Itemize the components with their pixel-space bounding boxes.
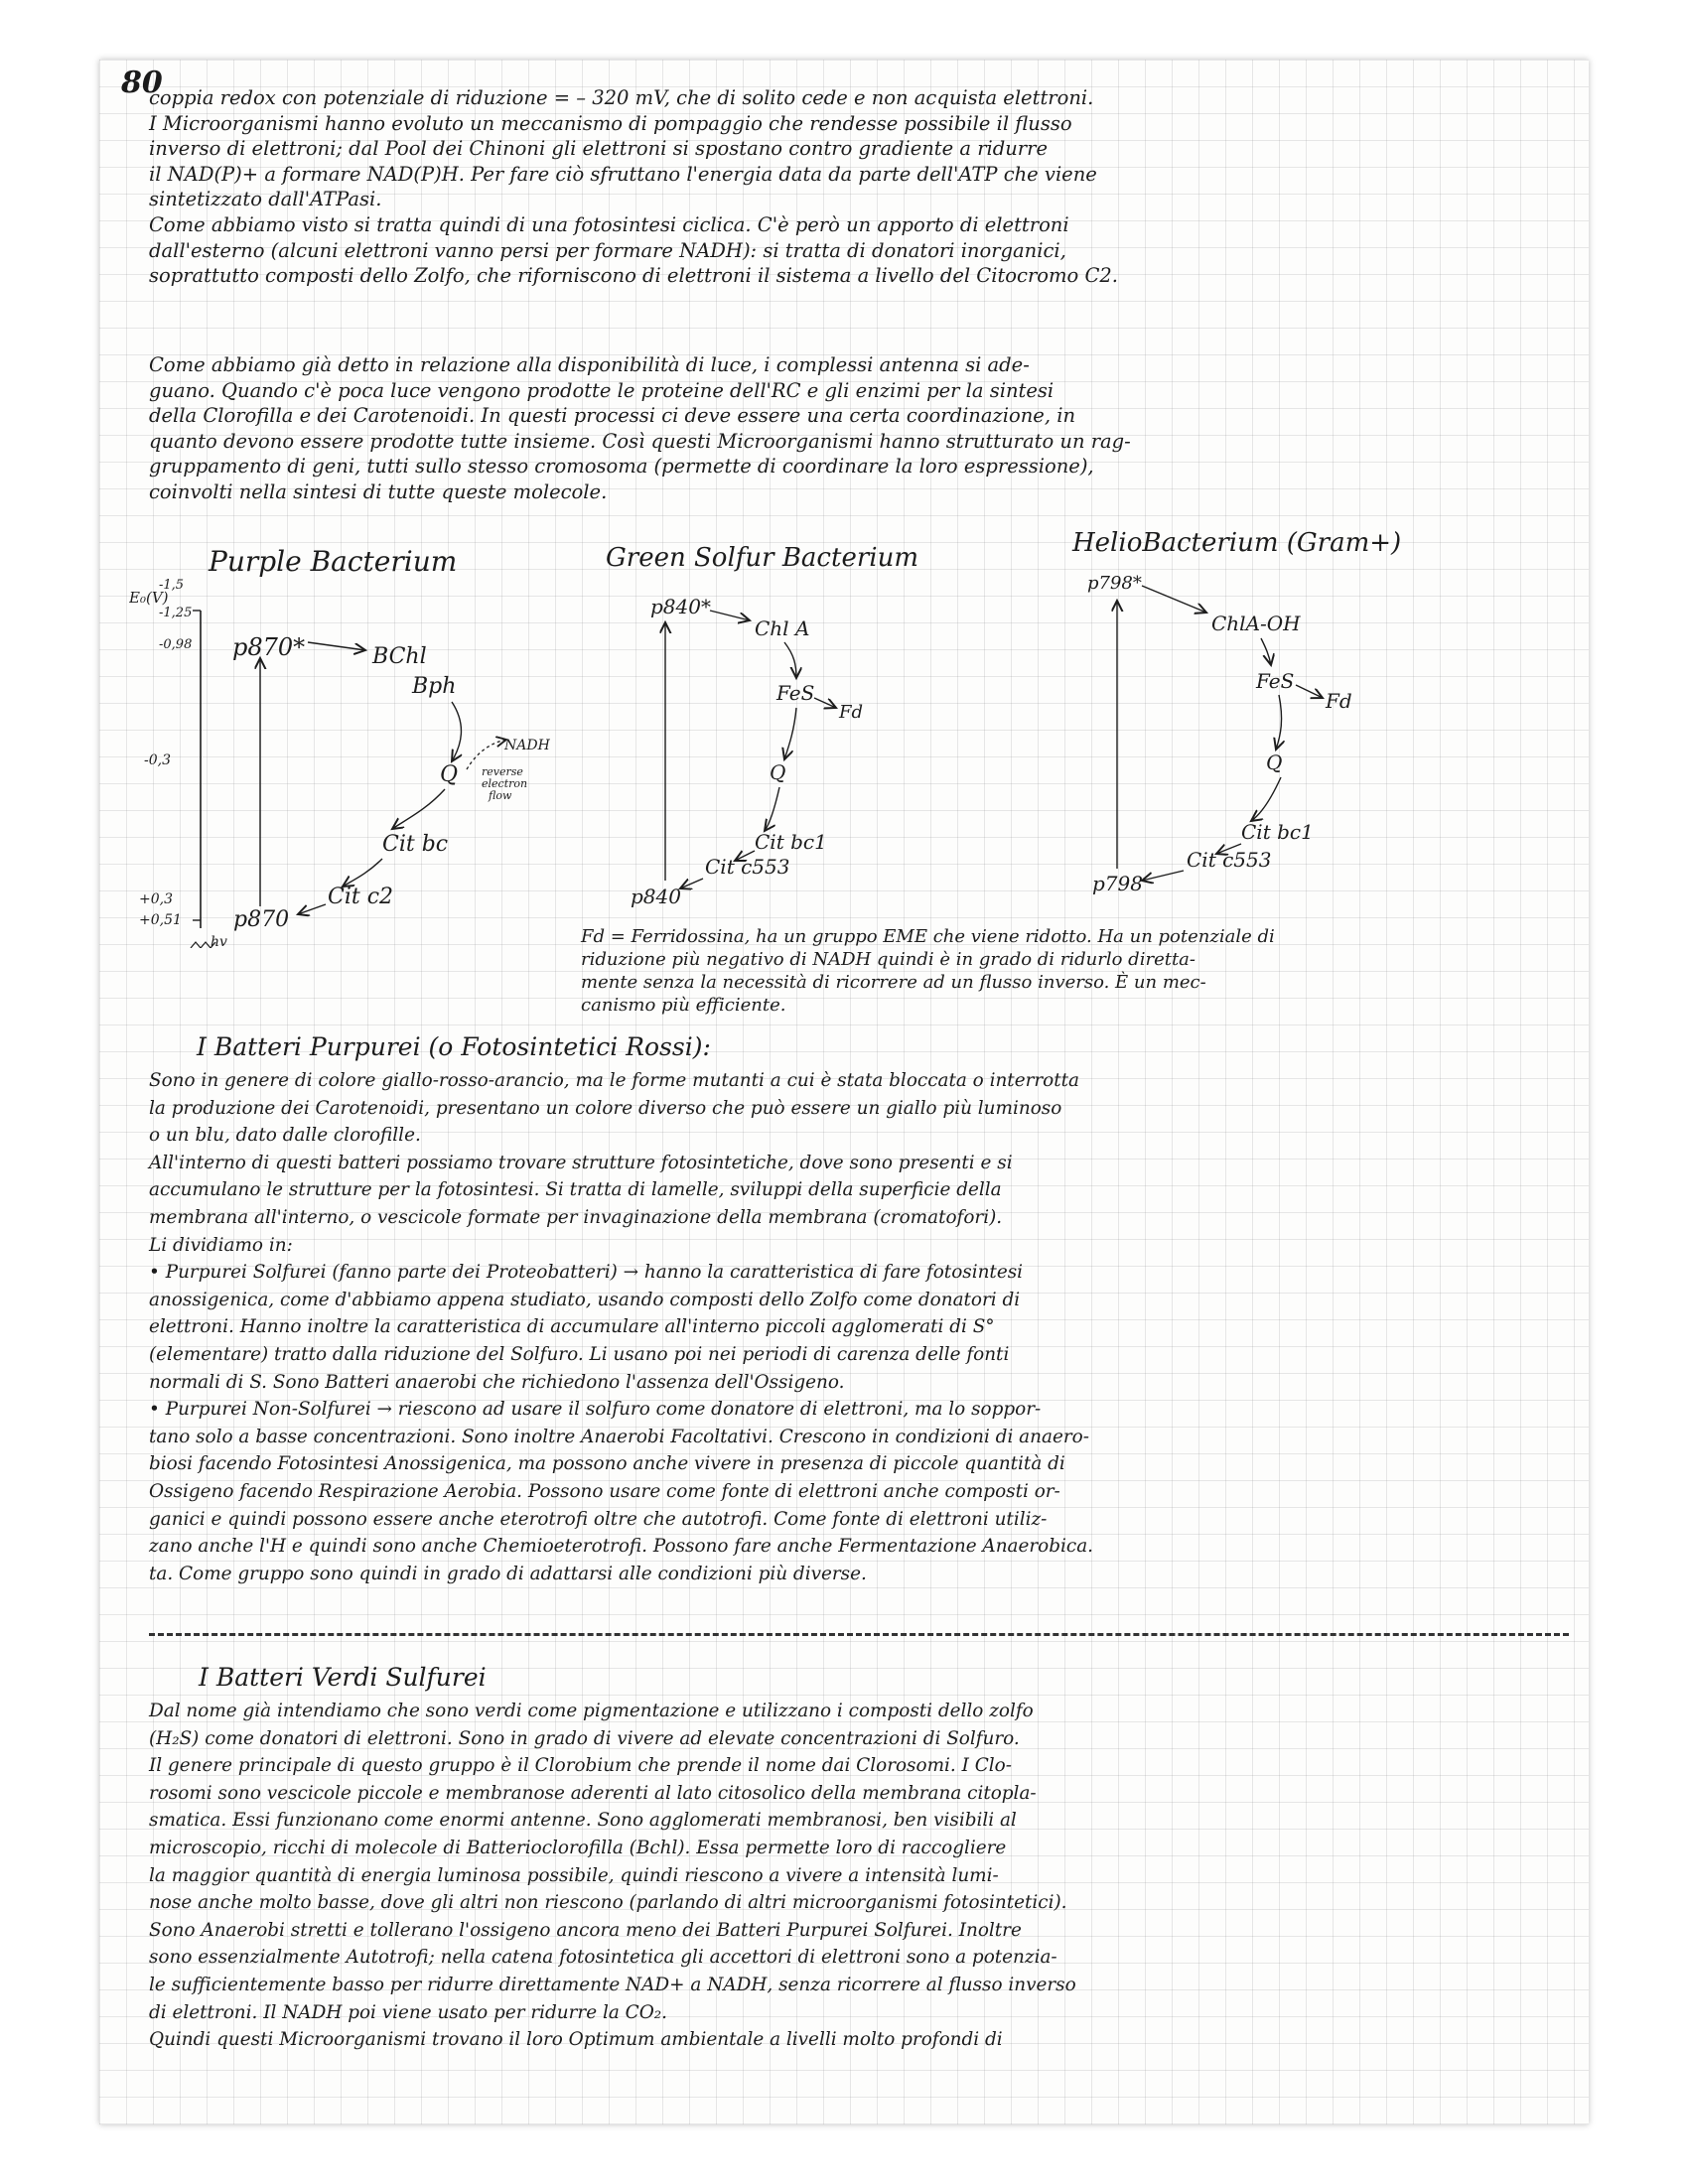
text-line: Li dividiamo in: — [149, 1234, 293, 1256]
bph-label: Bph — [412, 674, 457, 699]
green-sulfur-bacteria-section — [149, 1698, 1579, 2054]
reverse-flow-note: reverse — [482, 765, 523, 778]
text-line: ganici e quindi possono essere anche eterotrofi oltre che autotrofi. Come fonte di elettroni utiliz- — [149, 1508, 1048, 1530]
axis-tick: +0,3 — [139, 891, 173, 907]
cytochrome-bc-label: Cit bc — [382, 832, 449, 857]
text-line: gruppamento di geni, tutti sullo stesso cromosoma (permette di coordinare la loro espressione), — [149, 455, 1094, 478]
fd-label: Fd — [1326, 689, 1352, 713]
chla-oh-label: ChlA-OH — [1211, 612, 1301, 635]
text-line: Il genere principale di questo gruppo è il Clorobium che prende il nome dai Clorosomi. I Clo- — [149, 1755, 1012, 1777]
electron-transport-diagram — [129, 531, 1489, 948]
bchl-label: BChl — [372, 644, 427, 669]
nadh-label: NADH — [504, 738, 550, 753]
text-line: microscopio, ricchi di molecole di Batterioclorofilla (Bchl). Essa permette loro di raccogliere — [149, 1837, 1007, 1858]
text-line: quanto devono essere prodotte tutte insieme. Così questi Microorganismi hanno strutturato un rag- — [149, 429, 1131, 453]
purple-title: Purple Bacterium — [209, 545, 458, 578]
text-line: tano solo a basse concentrazioni. Sono inoltre Anaerobi Facoltativi. Crescono in condizioni di anaero- — [149, 1426, 1089, 1447]
text-line: Sono Anaerobi stretti e tollerano l'ossigeno ancora meno dei Batteri Purpurei Solfurei. Inoltre — [149, 1919, 1022, 1941]
purple-bacteria-heading: I Batteri Purpurei (o Fotosintetici Rossi): — [197, 1032, 711, 1061]
text-line: sintetizzato dall'ATPasi. — [149, 188, 382, 211]
text-line: Quindi questi Microorganismi trovano il loro Optimum ambientale a livelli molto profondi di — [149, 2029, 1003, 2051]
text-line: normali di S. Sono Batteri anaerobi che richiedono l'assenza dell'Ossigeno. — [149, 1371, 845, 1393]
p870-excited-label: p870* — [232, 633, 306, 661]
axis-tick: +0,51 — [139, 912, 182, 928]
green-title: Green Solfur Bacterium — [606, 543, 918, 573]
quinone-label: Q — [1266, 751, 1283, 774]
text-line: accumulano le strutture per la fotosintesi. Si tratta di lamelle, sviluppi della superficie della — [149, 1179, 1002, 1201]
helio-title: HelioBacterium (Gram+) — [1072, 531, 1402, 558]
section-divider — [149, 1633, 1569, 1636]
text-line: • Purpurei Non-Solfurei → riescono ad usare il solfuro come donatore di elettroni, ma lo soppor- — [149, 1399, 1042, 1421]
ferredoxin-note — [581, 925, 1574, 1017]
text-line: coinvolti nella sintesi di tutte queste molecole. — [149, 479, 608, 503]
text-line: ta. Come gruppo sono quindi in grado di adattarsi alle condizioni più diverse. — [149, 1563, 867, 1584]
text-line: il NAD(P)+ a formare NAD(P)H. Per fare ciò sfruttano l'energia data da parte dell'ATP che viene — [149, 162, 1097, 186]
text-line: di elettroni. Il NADH poi viene usato per ridurre la CO₂. — [149, 2001, 668, 2023]
cytochrome-c553-label: Cit c553 — [705, 855, 790, 879]
axis-tick: -0,3 — [144, 752, 171, 768]
text-line: anossigenica, come d'abbiamo appena studiato, usando composti dello Zolfo come donatori di — [149, 1289, 1021, 1310]
text-line: Fd = Ferridossina, ha un gruppo EME che viene ridotto. Ha un potenziale di — [581, 926, 1275, 947]
p840-label: p840 — [631, 885, 681, 908]
cytochrome-c2-label: Cit c2 — [328, 885, 394, 909]
green-sulfur-bacteria-heading: I Batteri Verdi Sulfurei — [199, 1663, 487, 1692]
text-line: della Clorofilla e dei Carotenoidi. In questi processi ci deve essere una certa coordinazione, in — [149, 404, 1076, 428]
p840-excited-label: p840* — [650, 595, 711, 618]
text-line: rosomi sono vescicole piccole e membranose aderenti al lato citosolico della membrana citopla- — [149, 1782, 1037, 1804]
text-line: Ossigeno facendo Respirazione Aerobia. Possono usare come fonte di elettroni anche composti or- — [149, 1480, 1060, 1502]
cytochrome-bc1-label: Cit bc1 — [755, 830, 827, 854]
text-line: Dal nome già intendiamo che sono verdi come pigmentazione e utilizzano i composti dello zolfo — [149, 1701, 1034, 1721]
text-line: I Microorganismi hanno evoluto un meccanismo di pompaggio che rendesse possibile il flusso — [149, 111, 1072, 135]
text-line: soprattutto composti dello Zolfo, che riforniscono di elettroni il sistema a livello del Citocromo C2. — [149, 264, 1118, 288]
paragraph-antenna-complexes — [149, 352, 1579, 505]
text-line: All'interno di questi batteri possiamo trovare strutture fotosintetiche, dove sono presenti e si — [149, 1152, 1013, 1173]
text-line: le sufficientemente basso per ridurre direttamente NAD+ a NADH, senza ricorrere al flusso inverso — [149, 1974, 1076, 1995]
text-line: Come abbiamo già detto in relazione alla disponibilità di luce, i complessi antenna si ade- — [149, 353, 1030, 376]
text-line: guano. Quando c'è poca luce vengono prodotte le proteine dell'RC e gli enzimi per la sintesi — [149, 378, 1055, 402]
text-line: canismo più efficiente. — [581, 995, 786, 1016]
fes-label: FeS — [1256, 669, 1295, 693]
text-line: la produzione dei Carotenoidi, presentano un colore diverso che può essere un giallo più luminoso — [149, 1097, 1062, 1119]
fes-label: FeS — [776, 681, 815, 705]
heliobacterium-scheme — [1071, 531, 1401, 895]
reverse-flow-note: flow — [489, 789, 512, 802]
text-line: membrana all'interno, o vescicole formate per invaginazione della membrana (cromatofori). — [149, 1206, 1003, 1228]
text-line: zano anche l'H e quindi sono anche Chemioeterotrofi. Possono fare anche Fermentazione Anaerobica. — [149, 1536, 1094, 1558]
text-line: Sono in genere di colore giallo-rosso-arancio, ma le forme mutanti a cui è stata bloccata o interrotta — [149, 1070, 1079, 1091]
text-line: nose anche molto basse, dove gli altri non riescono (parlando di altri microorganismi fotosintetici). — [149, 1892, 1067, 1914]
green-sulfur-bacterium-scheme — [606, 543, 918, 908]
text-line: mente senza la necessità di ricorrere ad un flusso inverso. È un mec- — [581, 972, 1206, 993]
light-hv-label: hv — [211, 934, 227, 948]
paragraph-reverse-electron-flow — [149, 85, 1579, 289]
text-line: smatica. Essi funzionano come enormi antenne. Sono agglomerati membranosi, ben visibili al — [149, 1810, 1017, 1832]
text-line: (elementare) tratto dalla riduzione del Solfuro. Li usano poi nei periodi di carenza delle fonti — [149, 1343, 1010, 1365]
p798-label: p798 — [1092, 872, 1143, 895]
text-line: la maggior quantità di energia luminosa possibile, quindi riescono a vivere a intensità lumi- — [149, 1864, 999, 1886]
text-line: riduzione più negativo di NADH quindi è in grado di ridurlo diretta- — [581, 949, 1196, 970]
fd-label: Fd — [839, 702, 864, 723]
axis-tick: -1,5 — [159, 578, 185, 593]
text-line: (H₂S) come donatori di elettroni. Sono in grado di vivere ad elevate concentrazioni di Solfuro. — [149, 1727, 1020, 1749]
purple-bacteria-section — [149, 1067, 1579, 1587]
page-number: 80 — [121, 66, 163, 100]
cytochrome-bc1-label: Cit bc1 — [1241, 820, 1314, 844]
text-line: coppia redox con potenziale di riduzione = – 320 mV, che di solito cede e non acquista elettroni. — [149, 86, 1094, 109]
text-line: sono essenzialmente Autotrofi; nella catena fotosintetica gli accettori di elettroni sono a potenzia- — [149, 1947, 1057, 1969]
text-line: inverso di elettroni; dal Pool dei Chinoni gli elettroni si spostano contro gradiente a ridurre — [149, 137, 1048, 161]
p798-excited-label: p798* — [1087, 573, 1142, 594]
p870-label: p870 — [233, 907, 290, 932]
chla-label: Chl A — [755, 616, 810, 640]
cytochrome-c553-label: Cit c553 — [1187, 848, 1272, 872]
reverse-flow-note: electron — [482, 777, 528, 790]
text-line: biosi facendo Fotosintesi Anossigenica, ma possono anche vivere in presenza di piccole quantità di — [149, 1453, 1065, 1475]
quinone-label: Q — [770, 760, 786, 784]
text-line: • Purpurei Solfurei (fanno parte dei Proteobatteri) → hanno la caratteristica di fare fotosintesi — [149, 1262, 1024, 1284]
text-line: dall'esterno (alcuni elettroni vanno persi per formare NADH): si tratta di donatori inorganici, — [149, 238, 1066, 262]
text-line: o un blu, dato dalle clorofille. — [149, 1125, 421, 1147]
axis-tick: -1,25 — [159, 606, 193, 620]
quinone-label: Q — [440, 762, 459, 787]
text-line: elettroni. Hanno inoltre la caratteristica di accumulare all'interno piccoli agglomerati di S° — [149, 1316, 995, 1338]
axis-tick: -0,98 — [159, 637, 193, 652]
purple-bacterium-scheme — [129, 545, 551, 948]
text-line: Come abbiamo visto si tratta quindi di una fotosintesi ciclica. C'è però un apporto di elettroni — [149, 212, 1069, 236]
axis-label: E₀(V) — [129, 589, 169, 607]
